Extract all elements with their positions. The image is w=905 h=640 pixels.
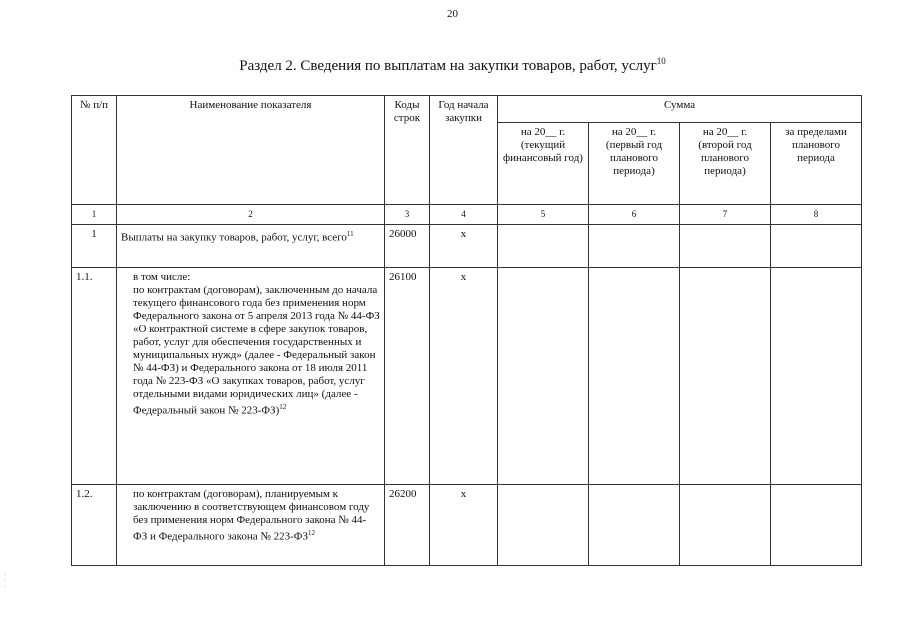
title-footnote: 10 [656, 56, 666, 66]
header-sum-col-2: на 20__ г. (первый год планового периода) [589, 123, 680, 205]
column-number: 3 [385, 205, 430, 225]
row-num: 1.2. [72, 485, 117, 566]
row-name [117, 485, 385, 566]
section-title-text: Раздел 2. Сведения по выплатам на закупки товаров, работ, услуг [239, 58, 657, 74]
row-sum-cell [589, 268, 680, 485]
row-num: 1.1. [72, 268, 117, 485]
row-footnote: 11 [346, 230, 354, 238]
row-year: x [430, 268, 498, 485]
header-sum: Сумма [498, 96, 862, 123]
table-row [72, 225, 862, 268]
header-sum-col-3: на 20__ г. (второй год планового периода) [680, 123, 771, 205]
row-num: 1 [72, 225, 117, 268]
header-sum-col-1: на 20__ г. (текущий финансовый год) [498, 123, 589, 205]
column-number: 8 [771, 205, 862, 225]
row-sum-cell [589, 225, 680, 268]
header-codes: Коды строк [385, 96, 430, 205]
header-num: № п/п [72, 96, 117, 205]
row-sum-cell [498, 485, 589, 566]
column-number: 4 [430, 205, 498, 225]
row-footnote: 12 [279, 403, 287, 411]
row-sum-cell [680, 225, 771, 268]
column-numbers-row [72, 205, 862, 225]
row-sum-cell [771, 225, 862, 268]
row-name-prefix: в том числе: [133, 271, 191, 283]
row-code: 26200 [385, 485, 430, 566]
table-row [72, 485, 862, 566]
row-sum-cell [771, 268, 862, 485]
column-number: 2 [117, 205, 385, 225]
column-number: 6 [589, 205, 680, 225]
header-sum-col-4: за пределами планового периода [771, 123, 862, 205]
column-number: 5 [498, 205, 589, 225]
header-row-1 [72, 96, 862, 123]
row-sum-cell [771, 485, 862, 566]
section-title [0, 56, 905, 75]
row-sum-cell [498, 268, 589, 485]
row-year: x [430, 225, 498, 268]
row-sum-cell [498, 225, 589, 268]
column-number: 7 [680, 205, 771, 225]
row-name [117, 268, 385, 485]
scan-margin-marks: · · · [4, 572, 6, 590]
page-number: 20 [447, 8, 458, 20]
column-number: 1 [72, 205, 117, 225]
row-sum-cell [589, 485, 680, 566]
row-name-text: по контрактам (договорам), заключенным до начала текущего финансового года без применения норм Федерального закона от 5 апреля 2013 года № 44-ФЗ «О контрактной системе в сфере закупок товаров, работ, услуг для обеспечения государственных и муниципальных нужд» (далее - Федеральный закон № 44-ФЗ) и Федерального закона от 18 июля 2011 года № 223-ФЗ «О закупках товаров, работ, услуг отдельными видами юридических лиц» (далее - Федеральный закон № 223-ФЗ) [133, 284, 380, 417]
row-name-text: по контрактам (договорам), планируемым к заключению в соответствующем финансовом году без применения норм Федерального закона № 44-ФЗ и Федерального закона № 223-ФЗ [133, 488, 370, 543]
row-sum-cell [680, 485, 771, 566]
row-footnote: 12 [308, 529, 315, 537]
row-name [117, 225, 385, 268]
header-name: Наименование показателя [117, 96, 385, 205]
table-row [72, 268, 862, 485]
row-name-text: Выплаты на закупку товаров, работ, услуг, всего [121, 231, 347, 244]
row-code: 26000 [385, 225, 430, 268]
header-year: Год начала закупки [430, 96, 498, 205]
row-sum-cell [680, 268, 771, 485]
row-year: x [430, 485, 498, 566]
row-code: 26100 [385, 268, 430, 485]
payments-table [71, 95, 862, 566]
